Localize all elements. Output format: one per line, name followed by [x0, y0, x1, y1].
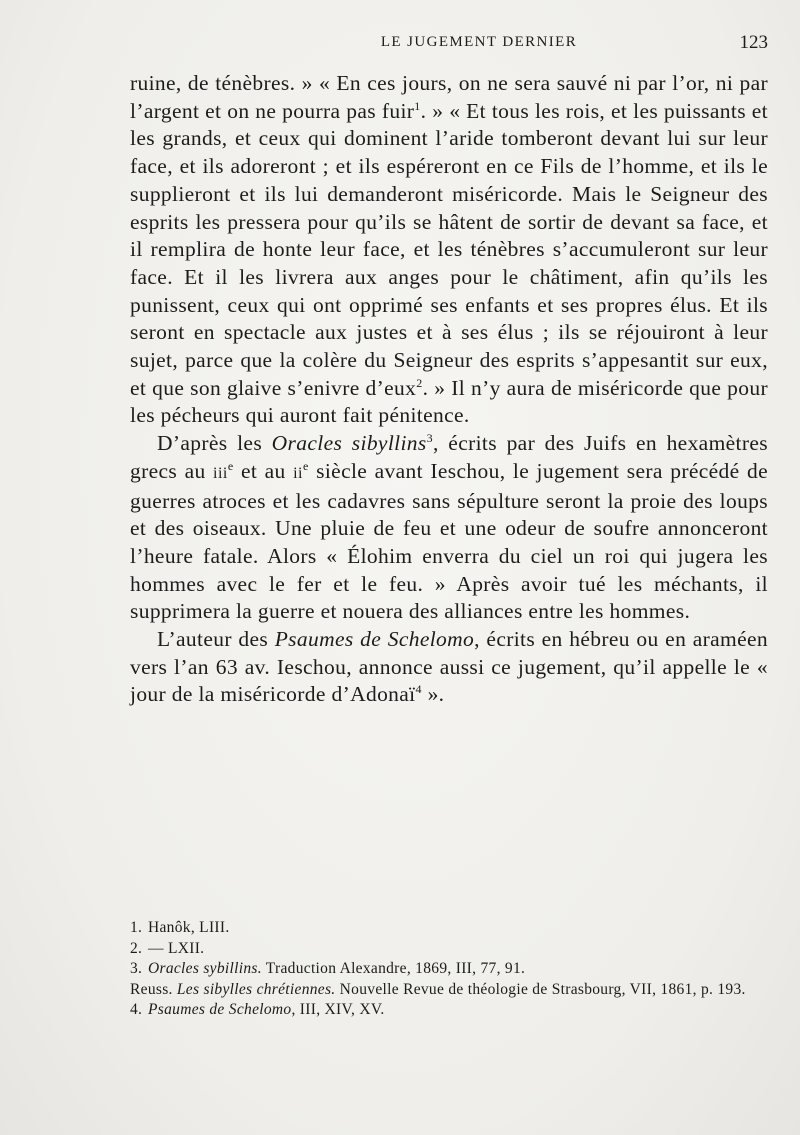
footnote-3b-text: Nouvelle Revue de théologie de Strasbourg, VII, 1861, p. 193.	[335, 980, 746, 998]
footnote-ref-4: 4	[415, 682, 422, 697]
footnote-ref-1: 1	[414, 98, 421, 113]
main-text	[130, 70, 768, 709]
paragraph-3-text-b: , écrits en hébreu ou en araméen vers l’an 63 av. Ieschou, annonce aussi ce jugement, qu’il appelle le « jour de la miséricorde d’Adonaï	[130, 627, 768, 707]
footnote-ref-3: 3	[426, 431, 433, 446]
footnote-2-text: — LXII.	[148, 939, 205, 957]
century-third-suffix: e	[227, 458, 234, 473]
footnote-1-number: 1.	[130, 919, 143, 936]
page-header	[130, 34, 768, 56]
paragraph-3-text-c: ».	[421, 682, 445, 707]
footnote-1-text: Hanôk, LIII.	[148, 919, 230, 936]
footnote-4-number: 4.	[130, 1001, 143, 1018]
paragraph-1	[130, 70, 768, 430]
century-second-suffix: e	[303, 458, 309, 473]
footnote-3-title: Oracles sybillins.	[148, 960, 262, 977]
footnote-3	[130, 959, 768, 980]
paragraph-1-text-b: . » « Et tous les rois, et les puissants et les grands, et ceux qui dominent l’aride tomberont devant lui sur leur face, et ils adoreront ; et ils espéreront en ce Fils de l’homme, et ils le supplieront et ils lui demanderont miséricorde. Mais le Seigneur des esprits les pressera pour qu’ils se hâtent de sortir de devant sa face, et il remplira de honte leur face, et les ténèbres s’accumuleront sur leur face. Et il les livrera aux anges pour le châtiment, afin qu’ils les punissent, ceux qui ont opprimé ses enfants et ses propres élus. Et ils seront en spectacle aux justes et à ses élus ; ils se réjouiront à leur sujet, parce que la colère du Seigneur des esprits s’appesantit sur eux, et que son glaive s’enivre d’eux	[130, 98, 769, 400]
footnote-ref-2: 2	[416, 375, 423, 390]
footnote-3b-author: Reuss.	[130, 980, 177, 998]
footnote-4-title: Psaumes de Schelomo	[148, 1001, 292, 1018]
paragraph-2-text-a: D’après les	[157, 431, 272, 456]
psaumes-title: Psaumes de Schelomo	[274, 627, 475, 652]
footnote-3-continuation	[130, 980, 768, 1001]
century-second: ii	[293, 464, 303, 482]
paragraph-3	[130, 626, 768, 709]
footnotes	[130, 918, 768, 1021]
paragraph-2	[130, 430, 768, 626]
century-third: iii	[213, 464, 228, 482]
footnote-3b-title: Les sibylles chrétiennes.	[176, 980, 336, 998]
paragraph-1-text-c: . » Il n’y aura de miséricorde que pour les pécheurs qui auront fait pénitence.	[130, 375, 768, 428]
footnote-2-number: 2.	[130, 939, 143, 957]
paragraph-2-text-d: siècle avant Ieschou, le jugement sera précédé de guerres atroces et les cadavres sans sépulture seront la proie des loups et des oiseaux. Une pluie de feu et une odeur de soufre annonceront l’heure fatale. Alors « Élohim enverra du ciel un roi qui jugera les hommes avec le fer et le feu. » Après avoir tué les méchants, il supprimera la guerre et nouera des alliances entre les hommes.	[130, 458, 768, 624]
paragraph-3-text-a: L’auteur des	[157, 627, 275, 652]
oracles-title: Oracles sibyllins	[271, 431, 427, 456]
paragraph-2-text-b: , écrits par des Juifs en hexamètres grecs au	[130, 431, 768, 483]
footnote-2	[130, 939, 768, 960]
paragraph-2-text-c: et au	[233, 458, 294, 483]
footnote-4-text: , III, XIV, XV.	[291, 1001, 385, 1018]
paragraph-1-text-a: ruine, de ténèbres. » « En ces jours, on ne sera sauvé ni par l’or, ni par l’argent et on ne pourra pas fuir	[130, 71, 768, 123]
page-number: 123	[739, 32, 768, 53]
footnote-3-text: Traduction Alexandre, 1869, III, 77, 91.	[261, 960, 526, 977]
footnote-1	[130, 918, 768, 939]
footnote-3-number: 3.	[130, 960, 143, 977]
running-title: LE JUGEMENT DERNIER	[380, 34, 578, 50]
footnote-4	[130, 1000, 768, 1021]
